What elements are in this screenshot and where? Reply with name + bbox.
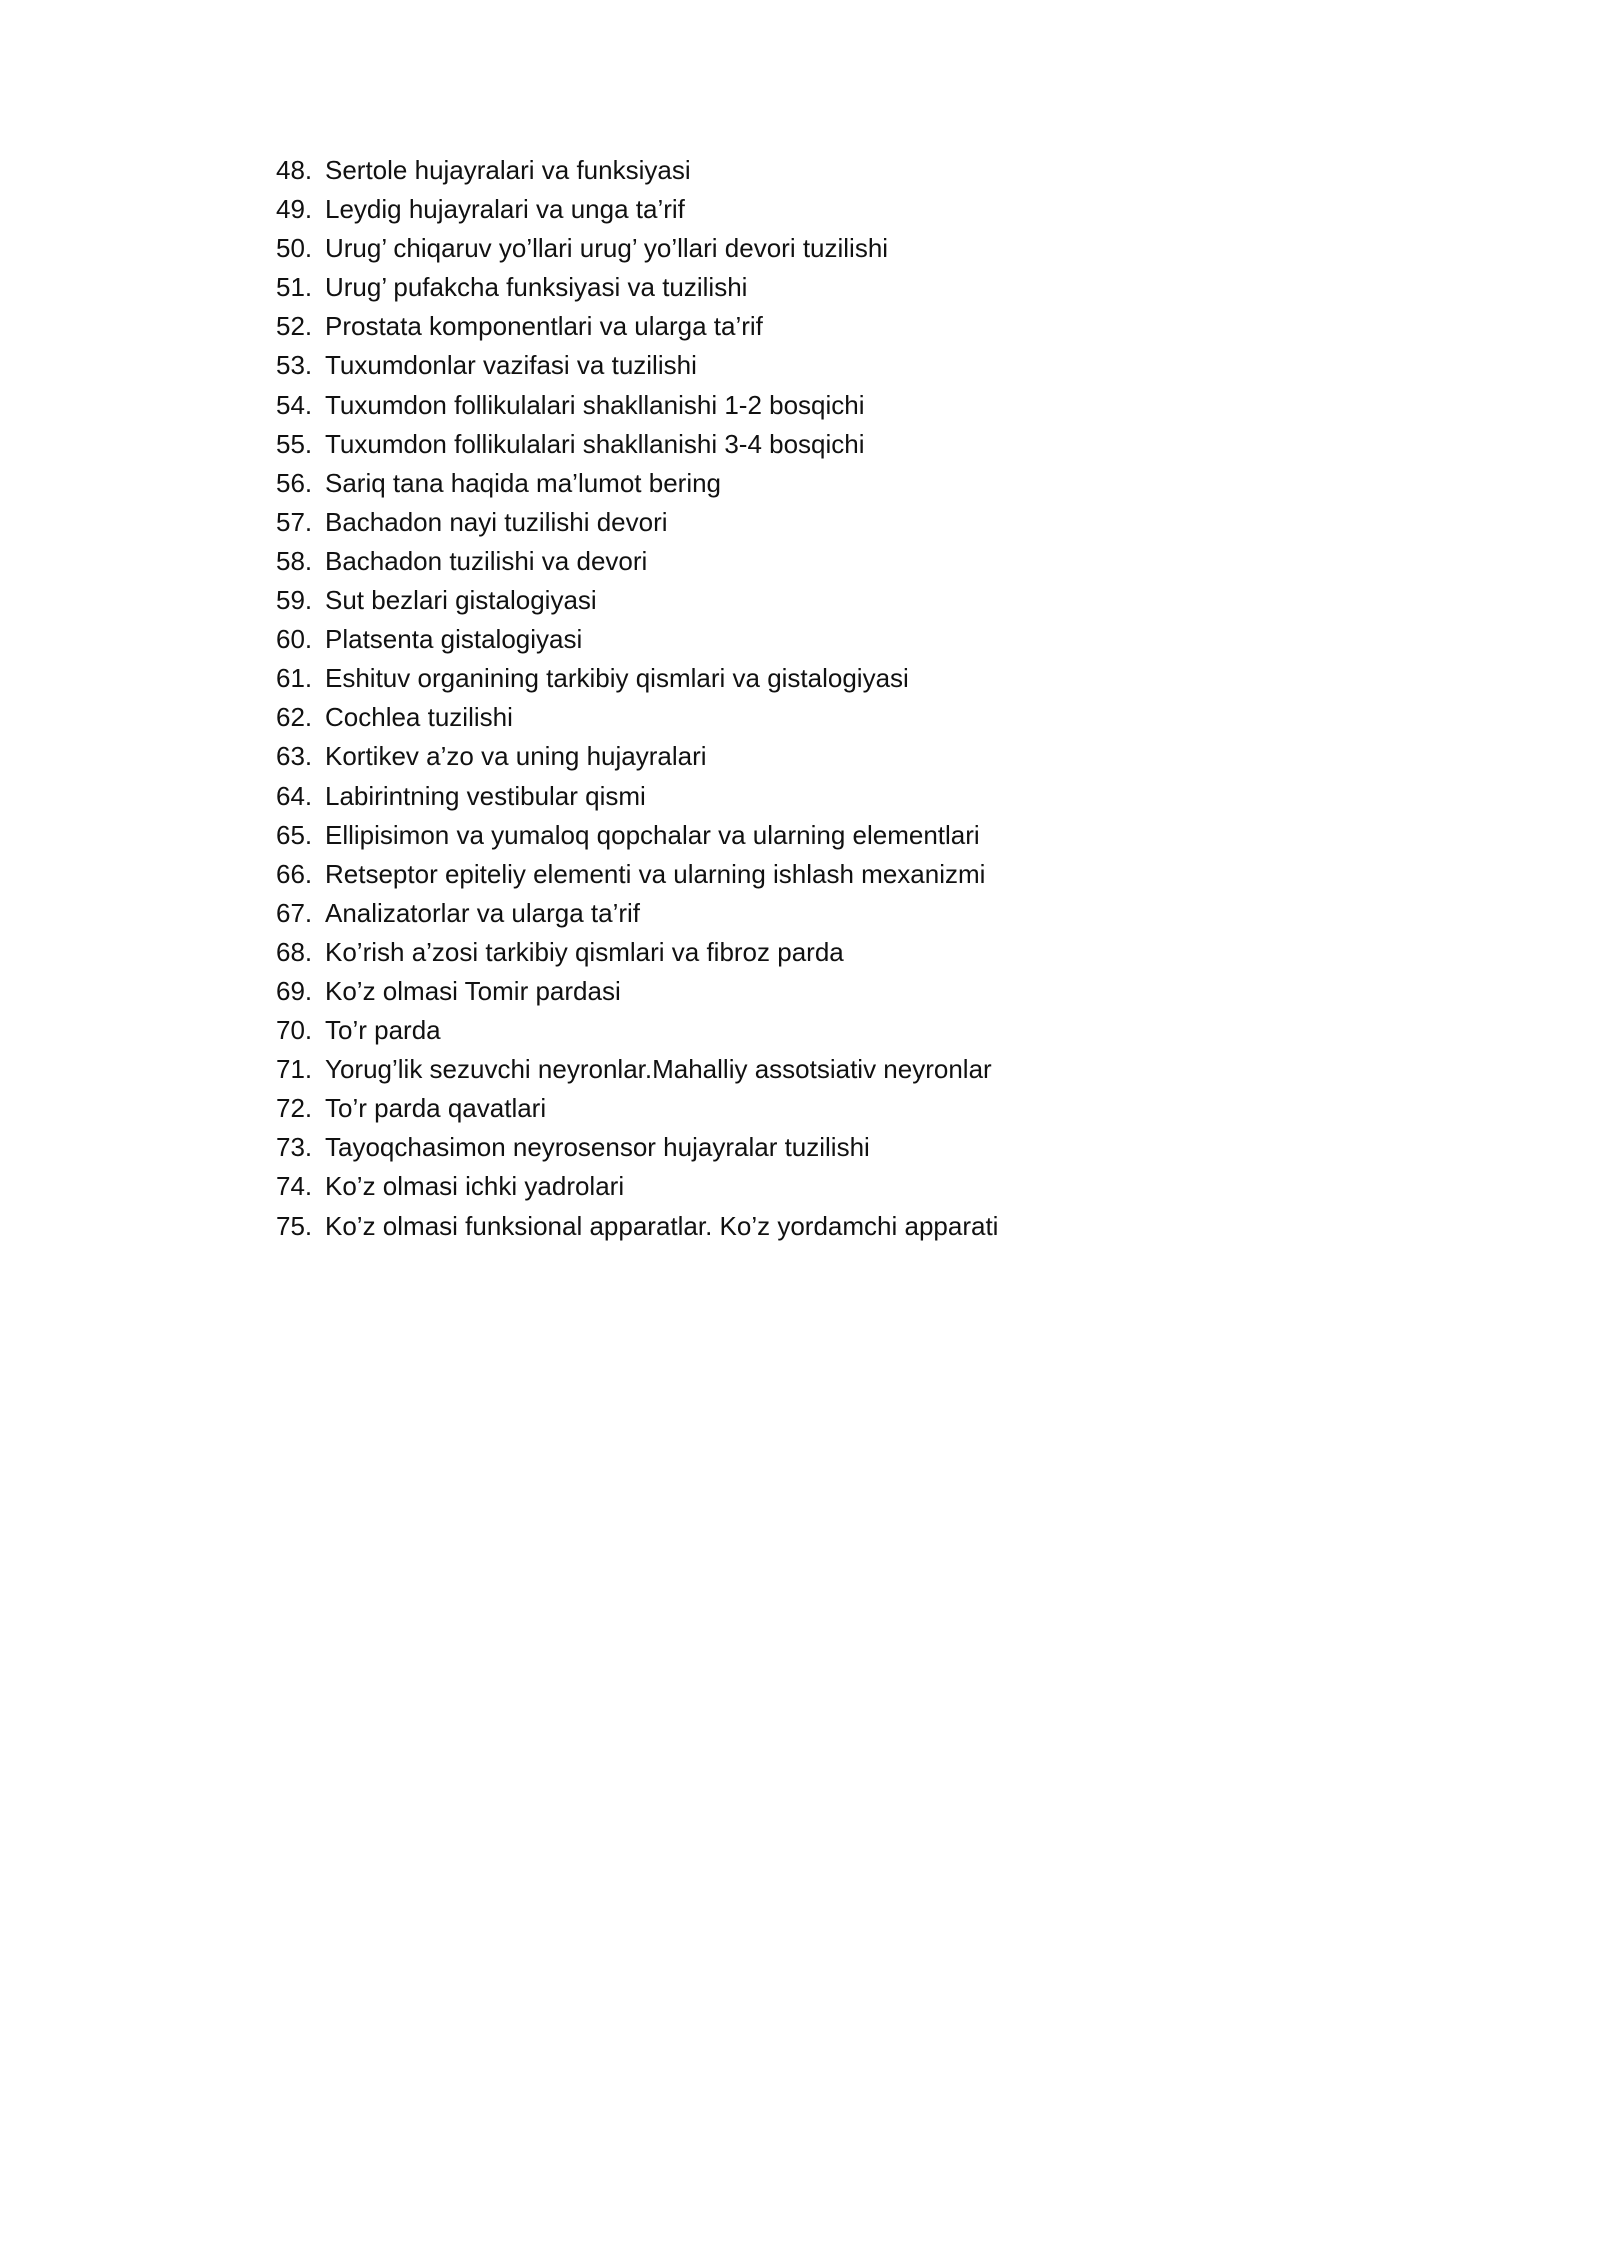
item-text: Kortikev a’zo va uning hujayralari	[325, 741, 707, 772]
item-number: 64.	[276, 780, 313, 811]
question-list	[276, 151, 998, 1246]
list-item	[276, 1128, 998, 1167]
item-text: Ellipisimon va yumaloq qopchalar va ularning elementlari	[325, 819, 980, 850]
list-item	[276, 425, 998, 464]
item-text: Sut bezlari gistalogiyasi	[325, 585, 597, 616]
list-item	[276, 307, 998, 346]
item-number: 65.	[276, 819, 313, 850]
list-item	[276, 581, 998, 620]
item-text: Eshituv organining tarkibiy qismlari va gistalogiyasi	[325, 663, 909, 694]
list-item	[276, 620, 998, 659]
item-text: Yorug’lik sezuvchi neyronlar.Mahalliy assotsiativ neyronlar	[325, 1054, 992, 1085]
list-item	[276, 1011, 998, 1050]
item-number: 72.	[276, 1093, 313, 1124]
item-text: Labirintning vestibular qismi	[325, 780, 646, 811]
item-number: 49.	[276, 194, 313, 225]
list-item	[276, 933, 998, 972]
item-number: 62.	[276, 702, 313, 733]
list-item	[276, 737, 998, 776]
item-number: 53.	[276, 350, 313, 381]
item-text: Urug’ pufakcha funksiyasi va tuzilishi	[325, 272, 748, 303]
item-text: Ko’z olmasi ichki yadrolari	[325, 1171, 625, 1202]
list-item	[276, 386, 998, 425]
list-item	[276, 229, 998, 268]
item-text: Retseptor epiteliy elementi va ularning ishlash mexanizmi	[325, 858, 986, 889]
list-item	[276, 1167, 998, 1206]
item-text: Analizatorlar va ularga ta’rif	[325, 897, 641, 928]
list-item	[276, 503, 998, 542]
item-number: 68.	[276, 936, 313, 967]
item-number: 52.	[276, 311, 313, 342]
item-number: 50.	[276, 233, 313, 264]
list-item	[276, 151, 998, 190]
item-number: 61.	[276, 663, 313, 694]
item-text: Prostata komponentlari va ularga ta’rif	[325, 311, 763, 342]
list-item	[276, 268, 998, 307]
list-item	[276, 1050, 998, 1089]
item-text: Ko’z olmasi Tomir pardasi	[325, 975, 621, 1006]
item-number: 54.	[276, 389, 313, 420]
item-text: Bachadon nayi tuzilishi devori	[325, 506, 668, 537]
list-item	[276, 816, 998, 855]
item-text: Ko’rish a’zosi tarkibiy qismlari va fibroz parda	[325, 936, 844, 967]
item-text: Ko’z olmasi funksional apparatlar. Ko’z yordamchi apparati	[325, 1210, 999, 1241]
item-text: Tuxumdon follikulalari shakllanishi 1-2 bosqichi	[325, 389, 865, 420]
item-number: 73.	[276, 1132, 313, 1163]
list-item	[276, 346, 998, 385]
list-item	[276, 464, 998, 503]
list-item	[276, 698, 998, 737]
item-number: 59.	[276, 585, 313, 616]
list-item	[276, 1207, 998, 1246]
item-text: Urug’ chiqaruv yo’llari urug’ yo’llari devori tuzilishi	[325, 233, 889, 264]
item-text: Tuxumdonlar vazifasi va tuzilishi	[325, 350, 697, 381]
list-item	[276, 190, 998, 229]
item-number: 66.	[276, 858, 313, 889]
item-number: 55.	[276, 428, 313, 459]
item-text: Tayoqchasimon neyrosensor hujayralar tuzilishi	[325, 1132, 870, 1163]
item-number: 57.	[276, 506, 313, 537]
item-text: Tuxumdon follikulalari shakllanishi 3-4 bosqichi	[325, 428, 865, 459]
item-number: 48.	[276, 155, 313, 185]
list-item	[276, 777, 998, 816]
list-item	[276, 972, 998, 1011]
item-number: 75.	[276, 1210, 313, 1241]
item-text: To’r parda qavatlari	[325, 1093, 547, 1124]
item-number: 74.	[276, 1171, 313, 1202]
list-item	[276, 894, 998, 933]
item-number: 58.	[276, 545, 313, 576]
item-text: Platsenta gistalogiyasi	[325, 624, 583, 655]
list-item	[276, 542, 998, 581]
item-text: To’r parda	[325, 1015, 441, 1046]
item-number: 63.	[276, 741, 313, 772]
item-number: 71.	[276, 1054, 313, 1085]
item-number: 70.	[276, 1015, 313, 1046]
list-item	[276, 659, 998, 698]
item-number: 69.	[276, 975, 313, 1006]
item-number: 60.	[276, 624, 313, 655]
item-number: 67.	[276, 897, 313, 928]
list-item	[276, 1089, 998, 1128]
item-text: Sariq tana haqida ma’lumot bering	[325, 467, 722, 498]
item-number: 56.	[276, 467, 313, 498]
item-number: 51.	[276, 272, 313, 303]
item-text: Cochlea tuzilishi	[325, 702, 513, 733]
item-text: Sertole hujayralari va funksiyasi	[325, 155, 691, 185]
item-text: Bachadon tuzilishi va devori	[325, 545, 648, 576]
item-text: Leydig hujayralari va unga ta’rif	[325, 194, 685, 225]
list-item	[276, 855, 998, 894]
